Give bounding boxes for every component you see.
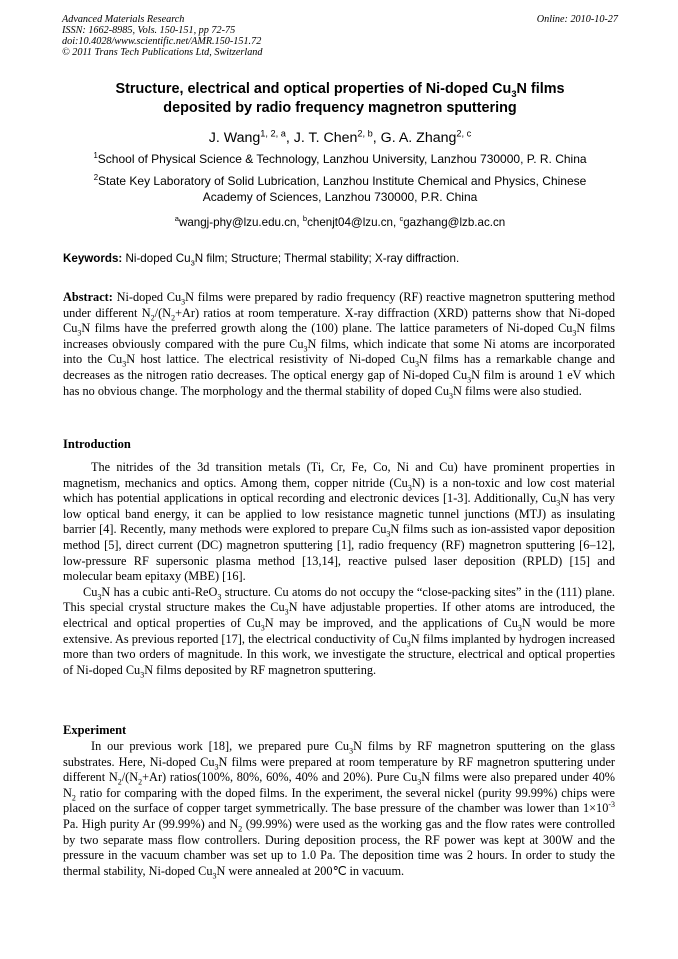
abstract-text: N host lattice. The electrical resistivity of Ni-doped Cu — [126, 352, 416, 367]
abstract-text: N films were prepared by radio frequency (RF) reactive magnetron sputtering method under different N — [63, 290, 615, 320]
email-c-sup: c — [399, 214, 404, 224]
intro-sub: 3 — [556, 498, 561, 508]
introduction-body — [63, 460, 615, 678]
abstract-sub: 3 — [181, 297, 186, 307]
online-date: Online: 2010-10-27 — [536, 14, 618, 25]
keywords — [63, 251, 619, 266]
journal-header — [62, 14, 618, 58]
intro-sub: 3 — [407, 483, 412, 493]
abstract-text: N films have the preferred growth along the (100) plane. The lattice parameters of Ni-doped Cu — [81, 321, 573, 336]
author-3-sup: 2, c — [456, 128, 472, 139]
affiliation-2-text: State Key Laboratory of Solid Lubrication, Lanzhou Institute Chemical and Physics, Chinese — [98, 174, 587, 188]
experiment-heading: Experiment — [63, 723, 127, 737]
abstract-text: N films has a remarkable change and decreases as the nitrogen ratio decreases. The optical energy gap of Ni-doped Cu — [63, 352, 616, 382]
abstract-text: N film is around 1 eV which has no obvious change. The morphology and the thermal stability of doped Cu — [63, 367, 615, 398]
exp-sup: -3 — [608, 800, 615, 810]
intro-sub: 3 — [140, 670, 145, 680]
keywords-text-1: Ni-doped Cu — [122, 252, 191, 265]
intro-sub: 3 — [284, 607, 289, 617]
intro-text: N would be more extensive. As previous reported [17], the electrical conductivity of Cu — [63, 615, 616, 646]
intro-text: N films such as ion-assisted vapor deposition method [5], direct current (DC) magnetron sputtering [1], radio frequency (RF) magnetron sputtering [6–12], low-pressure RF supersonic plasma method [13,14], reactive pulsed laser deposition (RPLD) [15] and molecular beam epitaxy (MBE) [16]. — [63, 522, 615, 584]
title-sub: 3 — [511, 88, 517, 99]
exp-sub: 3 — [212, 871, 217, 881]
author-1-sup: 1, 2, a — [260, 128, 286, 139]
abstract-sub: 3 — [449, 391, 454, 401]
exp-text: N films were also prepared under 40% N — [63, 770, 615, 800]
abstract-text: /(N — [154, 305, 172, 320]
affiliation-2 — [62, 173, 618, 205]
intro-text: N may be improved, and the applications of Cu — [264, 615, 518, 630]
intro-text: N have adjustable properties. If other atoms are introduced, the electrical and optical properties of Cu — [63, 600, 615, 630]
author-2: , J. T. Chen — [285, 130, 358, 146]
exp-sub: 2 — [138, 777, 143, 787]
intro-sub: 3 — [97, 592, 102, 602]
exp-sub: 3 — [349, 746, 354, 756]
intro-text: N films implanted by hydrogen increased more than two orders of magnitude. In this work, we investigate the structure, electrical and optical properties of Ni-doped Cu — [63, 631, 616, 677]
abstract-sub: 2 — [171, 313, 176, 323]
journal-doi: doi:10.4028/www.scientific.net/AMR.150-151.72 — [62, 36, 262, 47]
exp-sub: 3 — [417, 777, 422, 787]
introduction-heading: Introduction — [63, 437, 131, 451]
intro-text: Cu — [83, 584, 98, 599]
affiliation-2-line-1 — [62, 173, 618, 189]
intro-sub: 3 — [260, 623, 265, 633]
affiliation-2-line-2: Academy of Sciences, Lanzhou 730000, P.R. China — [202, 190, 478, 204]
abstract-label: Abstract: — [63, 290, 113, 304]
paper-title — [60, 80, 620, 118]
exp-text: +Ar) ratios(100%, 80%, 60%, 40% and 20%). Pure Cu — [142, 770, 418, 785]
email-c: gazhang@lzb.ac.cn — [403, 216, 506, 229]
journal-issn: ISSN: 1662-8985, Vols. 150-151, pp 72-75 — [62, 25, 236, 36]
intro-text: N) is a non-toxic and low cost material which has potential applications in optical recording and electronic devices [1-3]. Additionally, Cu — [63, 475, 615, 506]
affiliation-1-sup: 1 — [93, 151, 98, 160]
abstract-sub: 3 — [572, 328, 577, 338]
intro-text: N has a cubic anti-ReO — [101, 584, 218, 599]
intro-sub: 3 — [406, 638, 411, 648]
email-b-sup: b — [302, 214, 308, 224]
intro-sub: 3 — [217, 592, 222, 602]
exp-sub: 2 — [71, 793, 76, 803]
affiliation-1-text: School of Physical Science & Technology, Lanzhou University, Lanzhou 730000, P. R. China — [97, 152, 587, 166]
intro-text: N films deposited by RF magnetron sputtering. — [144, 662, 377, 677]
intro-text: The nitrides of the 3d transition metals (Ti, Cr, Fe, Co, Ni and Cu) have prominent properties in magnetism, mechanics and optics. Among them, copper nitride (Cu — [63, 460, 615, 490]
abstract-sub: 3 — [303, 344, 308, 354]
experiment-body — [63, 739, 615, 879]
abstract-text: Ni-doped Cu — [112, 290, 182, 304]
introduction-paragraph-2 — [63, 585, 615, 679]
author-emails — [62, 216, 618, 230]
keywords-text-2: N film; Structure; Thermal stability; X-ray diffraction. — [194, 252, 460, 265]
abstract-sub: 3 — [415, 359, 420, 369]
journal-copyright: © 2011 Trans Tech Publications Ltd, Switzerland — [62, 47, 263, 58]
exp-sub: 2 — [117, 777, 122, 787]
abstract-sub: 3 — [467, 375, 472, 385]
introduction-paragraph-1 — [63, 460, 615, 585]
email-a-sup: a — [174, 214, 179, 224]
abstract-text: N films were also studied. — [453, 383, 582, 398]
exp-text: In our previous work [18], we prepared pure Cu — [91, 739, 350, 753]
title-text-1a: Structure, electrical and optical properties of Ni-doped Cu — [115, 81, 512, 97]
abstract-sub: 3 — [77, 328, 82, 338]
keywords-label: Keywords: — [63, 252, 123, 265]
author-list — [60, 129, 620, 147]
exp-text: (99.99%) were used as the working gas and the flow rates were controlled by two separate mass flow controllers. During deposition process, the RF power was kept at 300W and the pressure in the vacuum chamber was set up to 1.0 Pa. The deposition time was 2 hours. In order to study the thermal stability, Ni-doped Cu — [63, 816, 615, 878]
exp-sub: 3 — [214, 762, 219, 772]
affiliation-2-sup: 2 — [93, 173, 99, 182]
email-b: chenjt04@lzu.cn, — [307, 216, 400, 229]
abstract-text: N films increases obviously compared with the pure Cu — [63, 321, 615, 351]
author-3: , G. A. Zhang — [372, 130, 457, 146]
experiment-paragraph — [63, 739, 615, 879]
exp-text: /(N — [121, 770, 139, 785]
keywords-sub: 3 — [190, 258, 195, 268]
exp-text: N films by RF magnetron sputtering on the glass substrates. Here, Ni-doped Cu — [63, 739, 615, 769]
intro-sub: 3 — [386, 529, 391, 539]
abstract-text: +Ar) ratios at room temperature. X-ray diffraction (XRD) patterns show that Ni-doped Cu — [63, 305, 615, 336]
exp-sub: 2 — [238, 824, 243, 834]
title-line-1 — [60, 80, 620, 99]
abstract-sub: 2 — [150, 313, 155, 323]
author-2-sup: 2, b — [357, 128, 373, 139]
abstract — [63, 290, 615, 399]
exp-text: N were annealed at 200℃ in vacuum. — [216, 863, 405, 878]
title-text-1b: N films — [516, 81, 565, 97]
exp-text: ratio for comparing with the doped films. In the experiment, the several nickel (purity 99.99%) chips were placed on the surface of copper target symmetrically. The base pressure of the chamber was lower than 1×10 — [63, 785, 615, 816]
exp-text: N films were prepared at room temperature by RF magnetron sputtering under different N — [63, 754, 615, 785]
intro-text: structure. Cu atoms do not occupy the “close-packing sites” in the (111) plane. This special crystal structure makes the Cu — [63, 584, 616, 615]
exp-text: Pa. High purity Ar (99.99%) and N — [63, 816, 239, 831]
abstract-text: N films, which indicate that some Ni atoms are incorporated into the Cu — [63, 336, 615, 367]
affiliation-1 — [62, 151, 618, 167]
abstract-sub: 3 — [122, 359, 127, 369]
title-line-2: deposited by radio frequency magnetron sputtering — [163, 100, 517, 116]
author-1: J. Wang — [208, 130, 261, 146]
journal-name: Advanced Materials Research — [62, 14, 185, 25]
email-a: wangj-phy@lzu.edu.cn, — [178, 216, 303, 229]
intro-sub: 3 — [517, 623, 522, 633]
intro-text: N has very low optical band energy, it can be applied to low resistance magnetic tunnel junctions (MTJ) as insulating barrier [4]. Recently, many methods were explored to prepare Cu — [63, 491, 615, 537]
